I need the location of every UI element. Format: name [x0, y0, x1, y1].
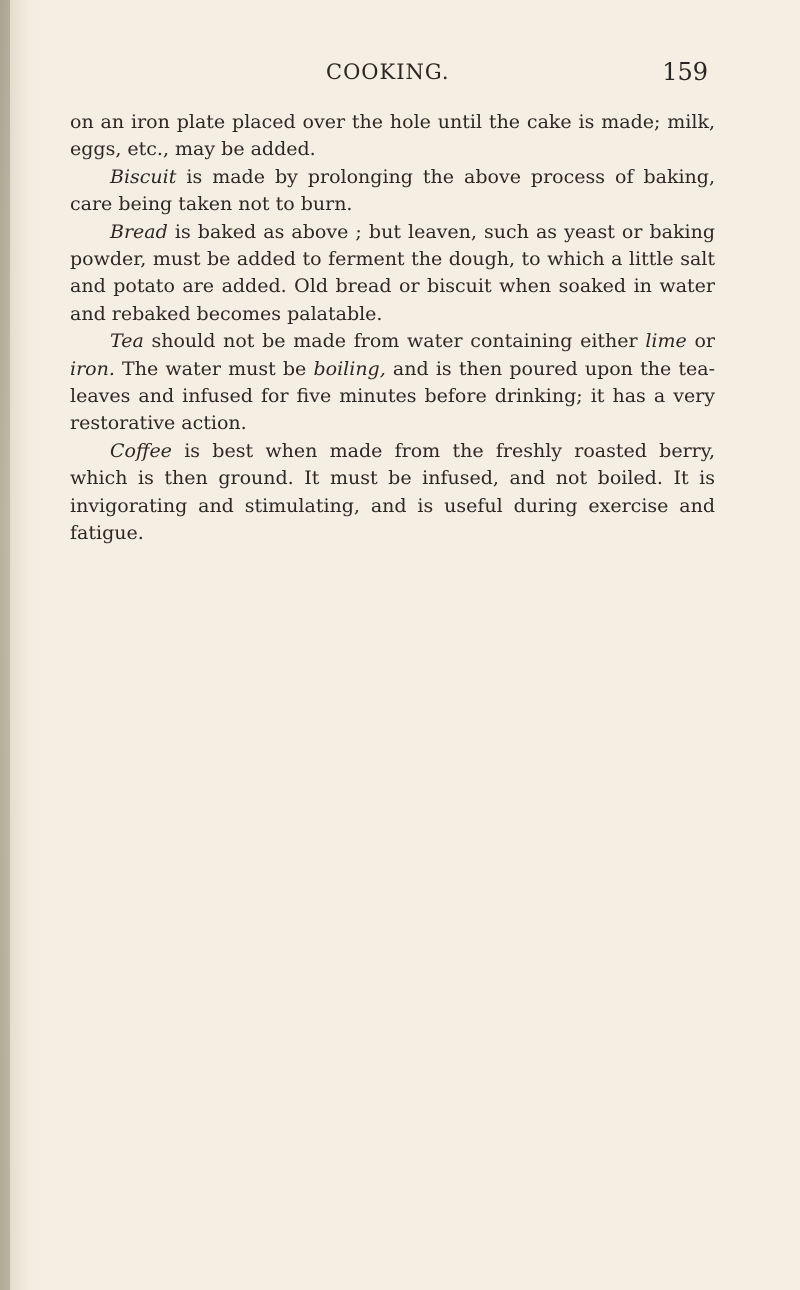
paragraph-text: is baked as above ; but leaven, such as yeast or baking powder, must be added to ferment the dough, to which a little salt and potato are added. Old bread or biscuit when soaked in water and rebaked becomes palatable. — [70, 220, 715, 325]
paragraph-text: or — [686, 330, 715, 353]
paragraph-tea — [70, 328, 715, 438]
page-body — [70, 109, 715, 548]
paragraph-cake-continuation — [70, 109, 715, 164]
paragraph-bread — [70, 219, 715, 329]
paragraph-text: should not be made from water containing either — [143, 330, 646, 353]
paragraph-text: The water must be — [114, 357, 314, 380]
paragraph-lead-coffee: Coffee — [110, 439, 172, 462]
italic-term-iron: iron. — [70, 357, 115, 380]
paragraph-biscuit — [70, 164, 715, 219]
italic-term-lime: lime — [645, 330, 687, 353]
paragraph-lead-biscuit: Biscuit — [110, 165, 177, 188]
page-gutter-shadow — [0, 0, 10, 1290]
paragraph-coffee — [70, 438, 715, 548]
paragraph-lead-tea: Tea — [110, 330, 144, 353]
paragraph-text: and is then poured upon the tea-leaves and infused for five minutes before drinking; it has a very restorative action. — [70, 357, 715, 435]
italic-term-boiling: boiling, — [313, 357, 386, 380]
paragraph-text: on an iron plate placed over the hole until the cake is made; milk, eggs, etc., may be added. — [70, 111, 715, 161]
paragraph-text: is made by prolonging the above process of baking, care being taken not to burn. — [70, 165, 715, 216]
page-number: 159 — [662, 58, 708, 86]
running-head-title: COOKING. — [326, 60, 450, 84]
running-head — [70, 58, 710, 92]
paragraph-lead-bread: Bread — [110, 220, 168, 243]
paragraph-text: is best when made from the freshly roasted berry, which is then ground. It must be infused, and not boiled. It is invigorating and stimulating, and is useful during exercise and fatigue. — [70, 439, 715, 545]
